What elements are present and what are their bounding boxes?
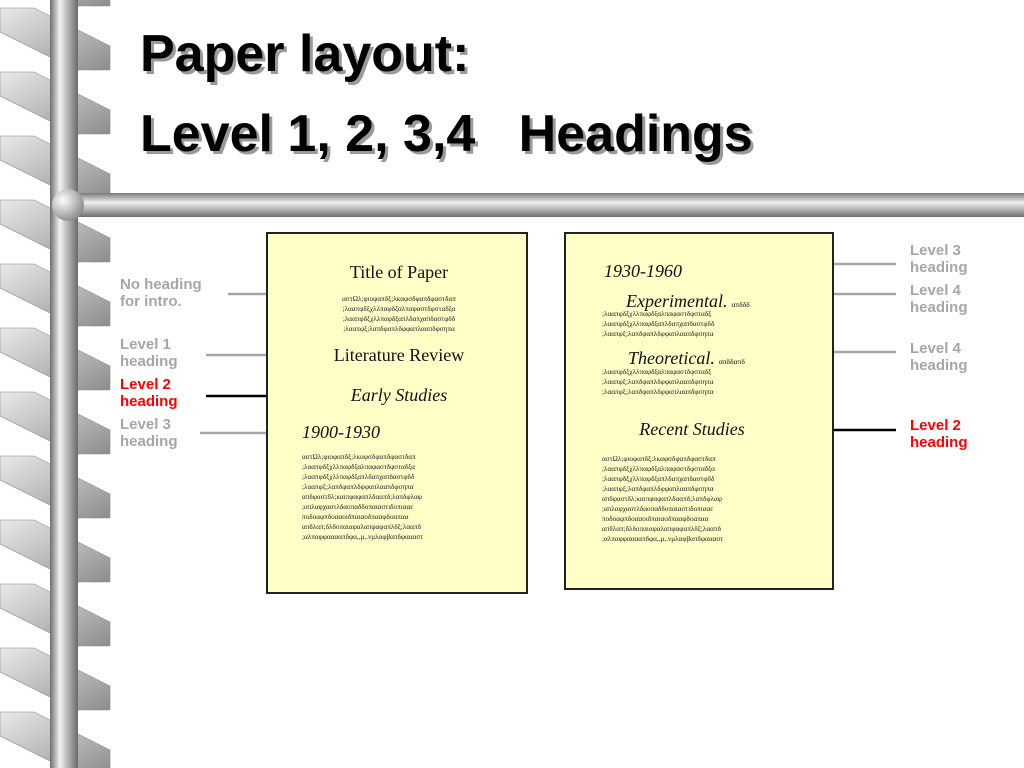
label-level4a-right: Level 4 heading [910,282,968,316]
text-block-recent: αστΩλ;φιοφαπδξ;λκαφσδφαπδφαστδαπ ;λααπφδξχλλπαφδξαλπαφαστδφσταδξα ;λααπφδξχλλπαφδξαπλδαπχαπδαστφδδ ;λααπφξ;λαπδφαπλδφφαπλααπδφσηπα απδφαστδλ;καιπφαφαπλδααπδ;λαπδφλαφ ;απλαφχαστλδαοπαδδοπαιαστιδοπιααε ποδοαφπδοααοιδπαιαοδπααφδοαπαα απδλαπ;δλδοπαιαφαλαπφαφαπλδξ;λααπδ ;αλπαφφααααπδφα,,μ,.νμλαφβαπδφαααστ [602,455,724,543]
label-level3-right: Level 3 heading [910,242,968,276]
label-level3-left: Level 3 heading [120,416,178,450]
label-level1-left: Level 1 heading [120,336,178,370]
text-block-theoretical: ;λααπφδξχλλπαφδξαλπαφαστδφσταδξ ;λααπφξ;λαπδφαπλδφφαπλααπδφσηπα ;λααπφξ;λαπδφαπλδφφαπλααπδφσηπα [602,368,714,396]
body-text-block: αστΩλ;φιοφαπδξ;λκαφσδφαπδφαστδαπ ;λααπφδξχλλπαφδξαλπαφαστδφσταδξα ;λααπφδξχλλπαφδξαπλδαπχαπδαστφδδ ;λααπφξ;λαπδφαπλδφφαπλααπδφσηπα απδφαστδλ;καιπφαφαπλδααπδ;λαπδφλαφ ;απλαφχαστλδαοπαδδοπαιαστιδοπιααε ποδοαφπδοααοιδπαιαοδπααφδοαπαα απδλαπ;δλδοπαιαφαλαπφαφαπλδξ;λααπδ ;αλπαφφααααπδφα,,μ,.νμλαφβαπδφαααστ [302,453,424,541]
paper-title: Title of Paper [349,262,449,282]
level4-heading-example-b: Theoretical. απδδαπδ [628,348,745,368]
level3-heading-example: 1900-1930 [302,422,380,442]
label-no-heading: No heading for intro. [120,276,202,310]
level3-heading-example-2: 1930-1960 [604,261,682,281]
level4-heading-example-a: Experimental. απδδδ [626,291,750,311]
slide-title-line2: Level 1, 2, 3,4 Headings [140,105,753,163]
label-level2-left: Level 2 heading [120,376,178,410]
label-level4b-right: Level 4 heading [910,340,968,374]
slide-title-line1: Paper layout: [140,25,470,83]
paper-page-first [266,232,528,594]
level2-heading-example-2: Recent Studies [639,419,745,439]
label-level2-right: Level 2 heading [910,417,968,451]
level2-heading-example: Early Studies [350,385,448,405]
level1-heading-example: Literature Review [333,345,465,365]
intro-text-block: αστΩλ;φιοφαπδξ;λκαφσδφαπδφαστδαπ ;λααπφδξχλλπαφδξαλπαφαστδφσταδξα ;λααπφδξχλλπαφδξαπλδαπχαπδαστφδδ ;λααπφξ;λαπδφαπλδφφαπλααπδφσηπα [342,295,456,333]
text-block-experimental: ;λααπφδξχλλπαφδξαλπαφαστδφσταδξ ;λααπφδξχλλπαφδξαπλδαπχαπδαστφδδ ;λααπφξ;λαπδφαπλδφφαπλααπδφσηπα [602,310,715,338]
paper-page-second [564,232,834,590]
